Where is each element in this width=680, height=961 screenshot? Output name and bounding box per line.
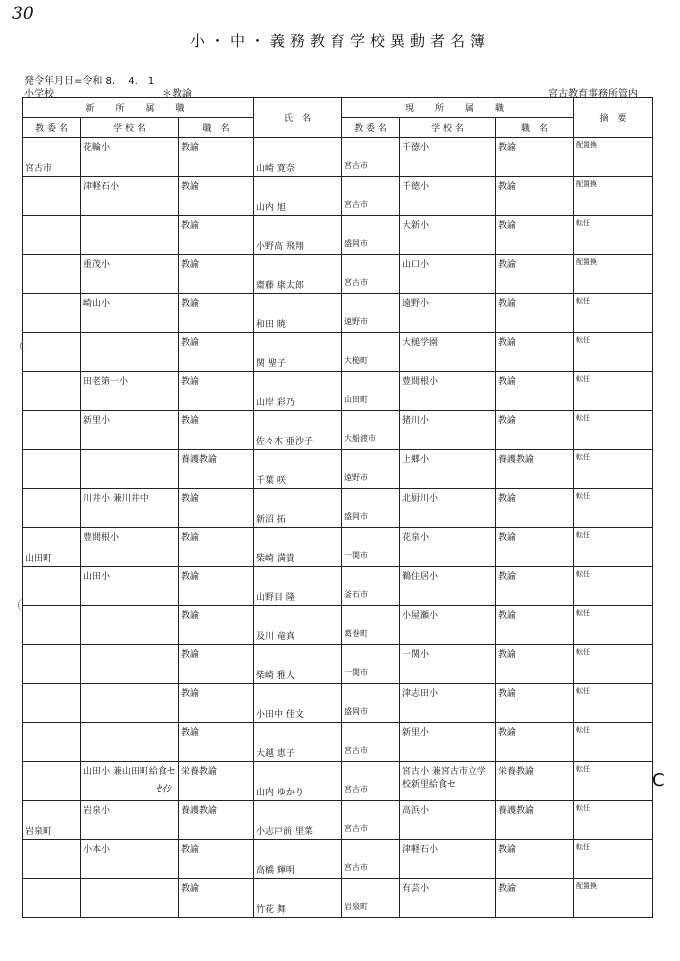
table-row: [23, 489, 653, 528]
current-job-cell: 教諭: [496, 294, 574, 333]
new-school-cell: 重茂小: [81, 255, 179, 294]
new-school-cell: 山田小: [81, 567, 179, 606]
margin-mark: C: [652, 770, 665, 791]
table-row: [23, 333, 653, 372]
current-job-cell: 教諭: [496, 372, 574, 411]
new-school-cell: 小本小: [81, 840, 179, 879]
remarks-cell: 転任: [574, 645, 653, 684]
current-job-cell: 教諭: [496, 216, 574, 255]
name-cell: 齋藤 康太郎: [254, 255, 342, 294]
remarks-cell: 転任: [574, 450, 653, 489]
new-school-cell: [81, 606, 179, 645]
current-board-cell: 遠野市: [342, 294, 400, 333]
new-job-cell: 教諭: [179, 723, 254, 762]
current-school-cell: 千徳小: [400, 177, 496, 216]
table-row: [23, 450, 653, 489]
new-board-cell: [23, 684, 81, 723]
current-school-cell: 上郷小: [400, 450, 496, 489]
new-school-cell: [81, 723, 179, 762]
current-board-cell: 宮古市: [342, 762, 400, 801]
new-job-cell: 教諭: [179, 177, 254, 216]
current-job-cell: 栄養教諭: [496, 762, 574, 801]
new-board-cell: [23, 450, 81, 489]
current-job-cell: 教諭: [496, 567, 574, 606]
current-school-cell: 小屋瀬小: [400, 606, 496, 645]
new-job-cell: 教諭: [179, 138, 254, 177]
new-job-cell: 教諭: [179, 216, 254, 255]
remarks-cell: 転任: [574, 294, 653, 333]
current-job-cell: 教諭: [496, 606, 574, 645]
office-label: 宮古教育事務所管内: [548, 89, 638, 100]
new-board-cell: [23, 879, 81, 918]
new-school-cell: 花輪小: [81, 138, 179, 177]
header-cur-school: 学 校 名: [400, 118, 496, 138]
new-board-cell: [23, 762, 81, 801]
table-row: [23, 723, 653, 762]
new-school-cell: 崎山小: [81, 294, 179, 333]
new-school-cell: 山田小 兼山田町給食セ: [81, 762, 179, 801]
new-school-cell: 川井小 兼川井中: [81, 489, 179, 528]
name-cell: 千葉 咲: [254, 450, 342, 489]
current-school-cell: 津軽石小: [400, 840, 496, 879]
header-remarks: 摘 要: [574, 98, 653, 138]
current-job-cell: 養護教諭: [496, 450, 574, 489]
new-school-cell: [81, 216, 179, 255]
remarks-cell: 転任: [574, 840, 653, 879]
name-cell: 山内 ゆかり: [254, 762, 342, 801]
name-cell: 柴崎 雅人: [254, 645, 342, 684]
remarks-cell: 配置換: [574, 255, 653, 294]
current-school-cell: 猪川小: [400, 411, 496, 450]
current-school-cell: 大新小: [400, 216, 496, 255]
table-row: [23, 177, 653, 216]
table-row: [23, 645, 653, 684]
current-board-cell: 宮古市: [342, 840, 400, 879]
remarks-cell: 配置換: [574, 138, 653, 177]
current-job-cell: 教諭: [496, 723, 574, 762]
current-school-cell: 津志田小: [400, 684, 496, 723]
remarks-cell: 転任: [574, 489, 653, 528]
name-cell: 小野高 飛翔: [254, 216, 342, 255]
new-job-cell: 教諭: [179, 879, 254, 918]
current-school-cell: 一関小: [400, 645, 496, 684]
new-job-cell: 教諭: [179, 372, 254, 411]
current-job-cell: 教諭: [496, 177, 574, 216]
current-board-cell: 葛巻町: [342, 606, 400, 645]
header-cur-job: 職 名: [496, 118, 574, 138]
table-row: [23, 216, 653, 255]
new-school-cell: 新里小: [81, 411, 179, 450]
position-label: ＊教諭: [162, 89, 192, 100]
table-row: [23, 879, 653, 918]
current-board-cell: 岩泉町: [342, 879, 400, 918]
current-job-cell: 教諭: [496, 879, 574, 918]
issue-date: 発令年月日=令和 8. 4. 1: [24, 76, 155, 87]
current-board-cell: 大槌町: [342, 333, 400, 372]
current-job-cell: 教諭: [496, 489, 574, 528]
new-school-cell: [81, 879, 179, 918]
transfer-table: [22, 97, 653, 918]
table-row: [23, 684, 653, 723]
margin-bracket: [18, 598, 27, 612]
remarks-cell: 転任: [574, 333, 653, 372]
current-board-cell: 釜石市: [342, 567, 400, 606]
margin-bracket: [20, 340, 27, 352]
new-board-cell: [23, 840, 81, 879]
remarks-cell: 配置換: [574, 879, 653, 918]
name-cell: 新沼 拓: [254, 489, 342, 528]
new-board-cell: [23, 294, 81, 333]
new-school-cell: 岩泉小: [81, 801, 179, 840]
new-board-cell: 岩泉町: [23, 801, 81, 840]
table-row: [23, 294, 653, 333]
current-job-cell: 教諭: [496, 645, 574, 684]
new-school-cell: 田老第一小: [81, 372, 179, 411]
current-job-cell: 教諭: [496, 684, 574, 723]
current-board-cell: 宮古市: [342, 255, 400, 294]
remarks-cell: 転任: [574, 411, 653, 450]
current-school-cell: 遠野小: [400, 294, 496, 333]
name-cell: 竹花 舞: [254, 879, 342, 918]
current-job-cell: 教諭: [496, 138, 574, 177]
new-board-cell: [23, 255, 81, 294]
name-cell: 山内 旭: [254, 177, 342, 216]
new-school-cell: [81, 450, 179, 489]
name-cell: 山岸 彩乃: [254, 372, 342, 411]
new-board-cell: [23, 606, 81, 645]
table-row: [23, 411, 653, 450]
new-school-cell: [81, 333, 179, 372]
header-new-affiliation: 新 所 属 職: [23, 98, 254, 118]
current-school-cell: 北厨川小: [400, 489, 496, 528]
new-board-cell: [23, 723, 81, 762]
header-cur-board: 教 委 名: [342, 118, 400, 138]
remarks-cell: 転任: [574, 606, 653, 645]
new-job-cell: 教諭: [179, 294, 254, 333]
current-board-cell: 盛岡市: [342, 489, 400, 528]
table-row: [23, 606, 653, 645]
new-board-cell: 山田町: [23, 528, 81, 567]
current-board-cell: 大船渡市: [342, 411, 400, 450]
page-number: 30: [12, 4, 34, 24]
current-school-cell: 花泉小: [400, 528, 496, 567]
table-row: [23, 528, 653, 567]
new-board-cell: [23, 645, 81, 684]
new-job-cell: 教諭: [179, 489, 254, 528]
name-cell: 関 聖子: [254, 333, 342, 372]
current-job-cell: 教諭: [496, 840, 574, 879]
new-board-cell: [23, 177, 81, 216]
current-school-cell: 千徳小: [400, 138, 496, 177]
handwritten-note: ｾｲｼ: [156, 784, 171, 795]
current-school-cell: 高浜小: [400, 801, 496, 840]
new-job-cell: 教諭: [179, 528, 254, 567]
current-school-cell: 山口小: [400, 255, 496, 294]
new-job-cell: 教諭: [179, 255, 254, 294]
current-board-cell: 宮古市: [342, 138, 400, 177]
current-school-cell: 豊間根小: [400, 372, 496, 411]
current-school-cell: 有芸小: [400, 879, 496, 918]
new-job-cell: 教諭: [179, 411, 254, 450]
current-job-cell: 教諭: [496, 411, 574, 450]
current-school-cell: 新里小: [400, 723, 496, 762]
name-cell: 小志戸前 里菜: [254, 801, 342, 840]
table-row: [23, 138, 653, 177]
new-job-cell: 教諭: [179, 840, 254, 879]
table-row: [23, 255, 653, 294]
new-job-cell: 養護教諭: [179, 450, 254, 489]
name-cell: 和田 暁: [254, 294, 342, 333]
current-board-cell: 宮古市: [342, 723, 400, 762]
table-row: [23, 801, 653, 840]
new-school-cell: 豊間根小: [81, 528, 179, 567]
new-job-cell: 教諭: [179, 333, 254, 372]
remarks-cell: 転任: [574, 567, 653, 606]
current-job-cell: 養護教諭: [496, 801, 574, 840]
remarks-cell: 転任: [574, 372, 653, 411]
new-job-cell: 教諭: [179, 645, 254, 684]
new-board-cell: [23, 411, 81, 450]
current-job-cell: 教諭: [496, 255, 574, 294]
current-school-cell: 大槌学園: [400, 333, 496, 372]
current-board-cell: 宮古市: [342, 801, 400, 840]
new-job-cell: 教諭: [179, 684, 254, 723]
current-board-cell: 山田町: [342, 372, 400, 411]
document-title: 小・中・義務教育学校異動者名簿: [189, 32, 490, 50]
current-board-cell: 一関市: [342, 645, 400, 684]
new-school-cell: [81, 645, 179, 684]
table-row: [23, 372, 653, 411]
header-current-affiliation: 現 所 属 職: [342, 98, 574, 118]
table-row: [23, 840, 653, 879]
current-board-cell: 宮古市: [342, 177, 400, 216]
current-school-cell: 鵜住居小: [400, 567, 496, 606]
current-board-cell: 遠野市: [342, 450, 400, 489]
remarks-cell: 転任: [574, 528, 653, 567]
new-board-cell: [23, 216, 81, 255]
new-job-cell: 教諭: [179, 606, 254, 645]
new-board-cell: [23, 567, 81, 606]
header-name: 氏 名: [254, 98, 342, 138]
remarks-cell: 転任: [574, 684, 653, 723]
name-cell: 高橋 輝明: [254, 840, 342, 879]
current-job-cell: 教諭: [496, 333, 574, 372]
header-new-school: 学 校 名: [81, 118, 179, 138]
current-school-cell: 宮古小 兼宮古市立学校新里給食セ: [400, 762, 496, 801]
new-job-cell: 栄養教諭: [179, 762, 254, 801]
new-school-cell: 津軽石小: [81, 177, 179, 216]
remarks-cell: 転任: [574, 723, 653, 762]
new-board-cell: [23, 333, 81, 372]
new-school-cell: [81, 684, 179, 723]
table-row: [23, 762, 653, 801]
new-job-cell: 教諭: [179, 567, 254, 606]
current-board-cell: 一関市: [342, 528, 400, 567]
new-board-cell: [23, 372, 81, 411]
name-cell: 及川 竜真: [254, 606, 342, 645]
name-cell: 柴崎 満貴: [254, 528, 342, 567]
header-new-board: 教 委 名: [23, 118, 81, 138]
new-job-cell: 養護教諭: [179, 801, 254, 840]
new-board-cell: [23, 489, 81, 528]
remarks-cell: 転任: [574, 801, 653, 840]
name-cell: 大越 恵子: [254, 723, 342, 762]
name-cell: 山崎 寛奈: [254, 138, 342, 177]
new-board-cell: 宮古市: [23, 138, 81, 177]
header-new-job: 職 名: [179, 118, 254, 138]
name-cell: 小田中 佳文: [254, 684, 342, 723]
current-board-cell: 盛岡市: [342, 216, 400, 255]
current-job-cell: 教諭: [496, 528, 574, 567]
current-board-cell: 盛岡市: [342, 684, 400, 723]
school-type: 小学校: [24, 89, 54, 100]
name-cell: 山野目 隆: [254, 567, 342, 606]
table-row: [23, 567, 653, 606]
remarks-cell: 転任: [574, 216, 653, 255]
name-cell: 佐々木 亜沙子: [254, 411, 342, 450]
remarks-cell: 転任: [574, 762, 653, 801]
remarks-cell: 配置換: [574, 177, 653, 216]
